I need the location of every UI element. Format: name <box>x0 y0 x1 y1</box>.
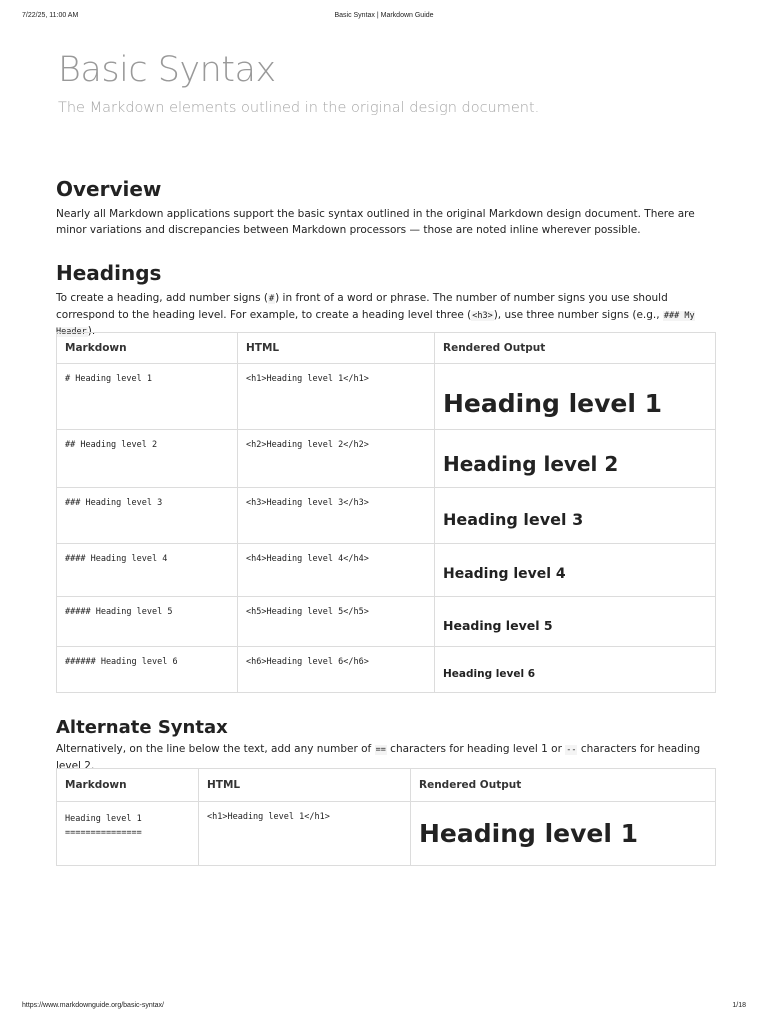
inline-code: # <box>269 294 275 304</box>
print-page-title: Basic Syntax | Markdown Guide <box>334 12 434 19</box>
rendered-cell <box>435 597 716 647</box>
inline-code: -- <box>566 745 577 755</box>
html-cell: <h3>Heading level 3</h3> <box>238 488 435 544</box>
headings-text-part: ) in front of a word or phrase. The number of number signs you use should correspond to the heading level. For example, to create a heading level three ( <box>56 292 668 321</box>
print-url: https://www.markdownguide.org/basic-syntax/ <box>22 1002 165 1009</box>
column-header: Rendered Output <box>411 769 716 802</box>
overview-section <box>56 177 716 238</box>
table-row <box>57 488 716 544</box>
rendered-cell <box>435 430 716 488</box>
inline-code: <h3> <box>472 310 493 321</box>
html-cell: <h4>Heading level 4</h4> <box>238 544 435 597</box>
rendered-heading-3: Heading level 3 <box>443 510 584 529</box>
rendered-heading-4: Heading level 4 <box>443 566 566 582</box>
rendered-heading-6: Heading level 6 <box>443 667 536 680</box>
print-page-number: 1/18 <box>732 1002 746 1009</box>
rendered-heading-1: Heading level 1 <box>443 389 663 418</box>
overview-text: Nearly all Markdown applications support the basic syntax outlined in the original Markdown design document. There are minor variations and discrepancies between Markdown processors — those are noted inline wherever possible. <box>56 208 695 236</box>
markdown-cell: ##### Heading level 5 <box>57 597 238 647</box>
alternate-section <box>56 717 716 774</box>
alternate-text-part: characters for heading level 1 or <box>386 743 566 755</box>
headings-heading: Headings <box>56 261 162 285</box>
markdown-cell: Heading level 1 =============== <box>57 802 199 866</box>
table-row <box>57 647 716 693</box>
print-header <box>22 12 746 24</box>
alternate-table <box>56 768 716 866</box>
html-cell: <h1>Heading level 1</h1> <box>199 802 411 866</box>
inline-code: ### My Header <box>56 310 695 337</box>
alternate-text-part: characters for heading level 2. <box>56 743 701 772</box>
html-cell: <h1>Heading level 1</h1> <box>238 364 435 430</box>
html-cell: <h6>Heading level 6</h6> <box>238 647 435 693</box>
column-header: Markdown <box>57 769 199 802</box>
rendered-cell <box>435 544 716 597</box>
markdown-cell: #### Heading level 4 <box>57 544 238 597</box>
column-header: HTML <box>238 333 435 364</box>
headings-table <box>56 332 716 693</box>
print-datetime: 7/22/25, 11:00 AM <box>22 12 79 19</box>
table-header-row <box>57 333 716 364</box>
inline-code: == <box>375 745 386 755</box>
table-row <box>57 802 716 866</box>
html-cell: <h2>Heading level 2</h2> <box>238 430 435 488</box>
alternate-text-part: Alternatively, on the line below the text, add any number of <box>56 743 375 755</box>
overview-heading: Overview <box>56 177 162 201</box>
rendered-cell <box>435 488 716 544</box>
page-title: Basic Syntax <box>58 50 276 90</box>
column-header: Markdown <box>57 333 238 364</box>
markdown-cell: # Heading level 1 <box>57 364 238 430</box>
column-header: Rendered Output <box>435 333 716 364</box>
rendered-heading-2: Heading level 2 <box>443 451 619 476</box>
table-row <box>57 544 716 597</box>
html-cell: <h5>Heading level 5</h5> <box>238 597 435 647</box>
markdown-cell: ### Heading level 3 <box>57 488 238 544</box>
alternate-heading: Alternate Syntax <box>56 717 228 738</box>
table-row <box>57 364 716 430</box>
rendered-cell <box>435 364 716 430</box>
page-subtitle: The Markdown elements outlined in the original design document. <box>58 100 540 116</box>
print-footer <box>22 1002 746 1014</box>
headings-section <box>56 261 716 341</box>
table-header-row <box>57 769 716 802</box>
markdown-cell: ###### Heading level 6 <box>57 647 238 693</box>
markdown-cell: ## Heading level 2 <box>57 430 238 488</box>
rendered-heading-5: Heading level 5 <box>443 618 553 633</box>
column-header: HTML <box>199 769 411 802</box>
rendered-cell <box>435 647 716 693</box>
headings-text-part: To create a heading, add number signs ( <box>56 292 268 304</box>
headings-text-part: ). <box>87 325 96 337</box>
rendered-cell <box>411 802 716 866</box>
headings-text-part: ), use three number signs (e.g., <box>493 308 663 321</box>
rendered-heading-1: Heading level 1 <box>419 819 639 848</box>
table-row <box>57 597 716 647</box>
table-row <box>57 430 716 488</box>
